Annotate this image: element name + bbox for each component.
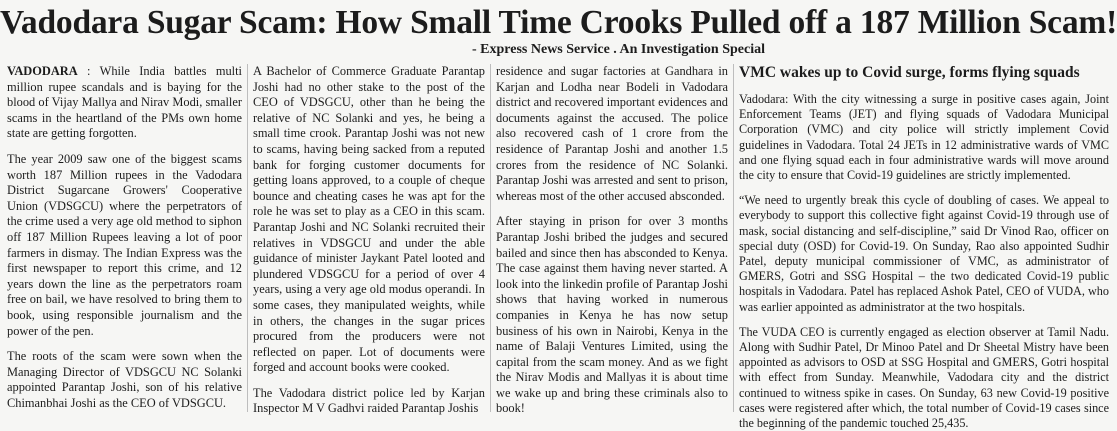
article-paragraph: A Bachelor of Commerce Graduate Parantap Joshi had no other stake to the post of the CEO of VDSGCU, other than he being the relative of NC Solanki and yes, he being a small time crook. Parantap Joshi was not new to scams, having being sacked from a reputed bank for forging customer documents for getting loans approved, to a couple of cheque bounce and cheating cases he was apt for the role he was set to play as a CEO in this scam. Parantap Joshi and NC Solanki recruited their relatives in VDSGCU and under the able guidance of minister Jaykant Patel looted and plundered VDSGCU for a period of over 4 years, using a very age old modus operandi. In some cases, they manipulated weights, while in others, the changes in the sugar prices procured from the producers were not reflected on paper. Lot of documents were forged and account books were cooked.	[253, 64, 485, 375]
main-article-column-1	[7, 64, 242, 414]
column-divider	[733, 64, 734, 412]
main-article-column-2	[253, 64, 485, 414]
article-paragraph	[7, 64, 242, 142]
article-paragraph: residence and sugar factories at Gandhara in Karjan and Lodha near Bodeli in Vadodara district and recovered important evidences and documents against the accused. The police also recovered cash of 1 crore from the residence of Parantap Joshi and another 1.5 crores from the residence of NC Solanki. Parantap Joshi was arrested and sent to prison, whereas most of the other accused absconded.	[496, 64, 728, 203]
column-divider	[247, 64, 248, 412]
side-article-heading: VMC wakes up to Covid surge, forms flying squads	[739, 64, 1080, 81]
article-paragraph: The VUDA CEO is currently engaged as election observer at Tamil Nadu. Along with Sudhir Patel, Dr Minoo Patel and Dr Sheetal Mistry have been appointed as advisors to OSD at SSG Hospital and GMERS, Gotri hospital with effect from Sunday. Meanwhile, Vadodara city and the district continued to witness spike in cases. On Sunday, 63 new Covid-19 positive cases were registered after which, the total number of Covid-19 cases since the beginning of the pandemic touched 25,435.	[739, 324, 1109, 431]
article-paragraph: The roots of the scam were sown when the Managing Director of VDSGCU NC Solanki appointed Parantap Joshi, son of his relative Chimanbhai Joshi as the CEO of VDSGCU.	[7, 349, 242, 410]
dateline: VADODARA	[7, 64, 78, 78]
article-paragraph: “We need to urgently break this cycle of doubling of cases. We appeal to everybody to support this collective fight against Covid-19 through use of mask, social distancing and self-discipline,” said Dr Vinod Rao, officer on special duty (OSD) for Covid-19. On Sunday, Rao also appointed Sudhir Patel, deputy municipal commissioner of VMC, as administrator of GMERS, Gotri and SSG Hospital – the two dedicated Covid-19 public hospitals in Vadodara. Patel has replaced Ashok Patel, CEO of VUDA, who was earlier appointed as administrator at the two hospitals.	[739, 193, 1109, 314]
headline: Vadodara Sugar Scam: How Small Time Crooks Pulled off a 187 Million Scam!	[0, 4, 1117, 41]
column-divider	[490, 64, 491, 412]
article-paragraph: Vadodara: With the city witnessing a surge in positive cases again, Joint Enforcement Teams (JET) and flying squads of Vadodara Municipal Corporation (VMC) and city police will strictly implement Covid guidelines in Vadodara. Total 24 JETs in 12 administrative wards of VMC and one flying squad each in four administrative wards will move around the city to ensure that Covid-19 guidelines are strictly implemented.	[739, 92, 1109, 183]
paragraph-text: : While India battles multi million rupee scandals and is baying for the blood of Vijay Mallya and Nirav Modi, smaller scams in the heartland of the PMs own home state are getting forgotten.	[7, 64, 242, 141]
side-article	[739, 64, 1109, 431]
article-paragraph: After staying in prison for over 3 months Parantap Joshi bribed the judges and secured bailed and since then has absconded to Kenya. The case against them having never started. A look into the linkedin profile of Parantap Joshi shows that having worked in numerous companies in Kenya he has now setup business of his own in Nairobi, Kenya in the name of Balaji Ventures Limited, using the capital from the scam money. And as we fight the Nirav Modis and Mallyas it is about time we wake up and bring these criminals also to book!	[496, 214, 728, 416]
byline: - Express News Service . An Investigation Special	[472, 42, 765, 57]
article-paragraph: The year 2009 saw one of the biggest scams worth 187 Million rupees in the Vadodara District Sugarcane Growers' Cooperative Union (VDSGCU) where the perpetrators of the crime used a very age old method to siphon off 187 Million Rupees leaving a lot of poor farmers in dismay. The Indian Express was the first newspaper to report this crime, and 12 years down the line as the perpetrators roam free on bail, we have resolved to bring them to book, using responsible journalism and the power of the pen.	[7, 151, 242, 338]
article-paragraph: The Vadodara district police led by Karjan Inspector M V Gadhvi raided Parantap Joshis	[253, 385, 485, 416]
main-article-column-3	[496, 64, 728, 414]
